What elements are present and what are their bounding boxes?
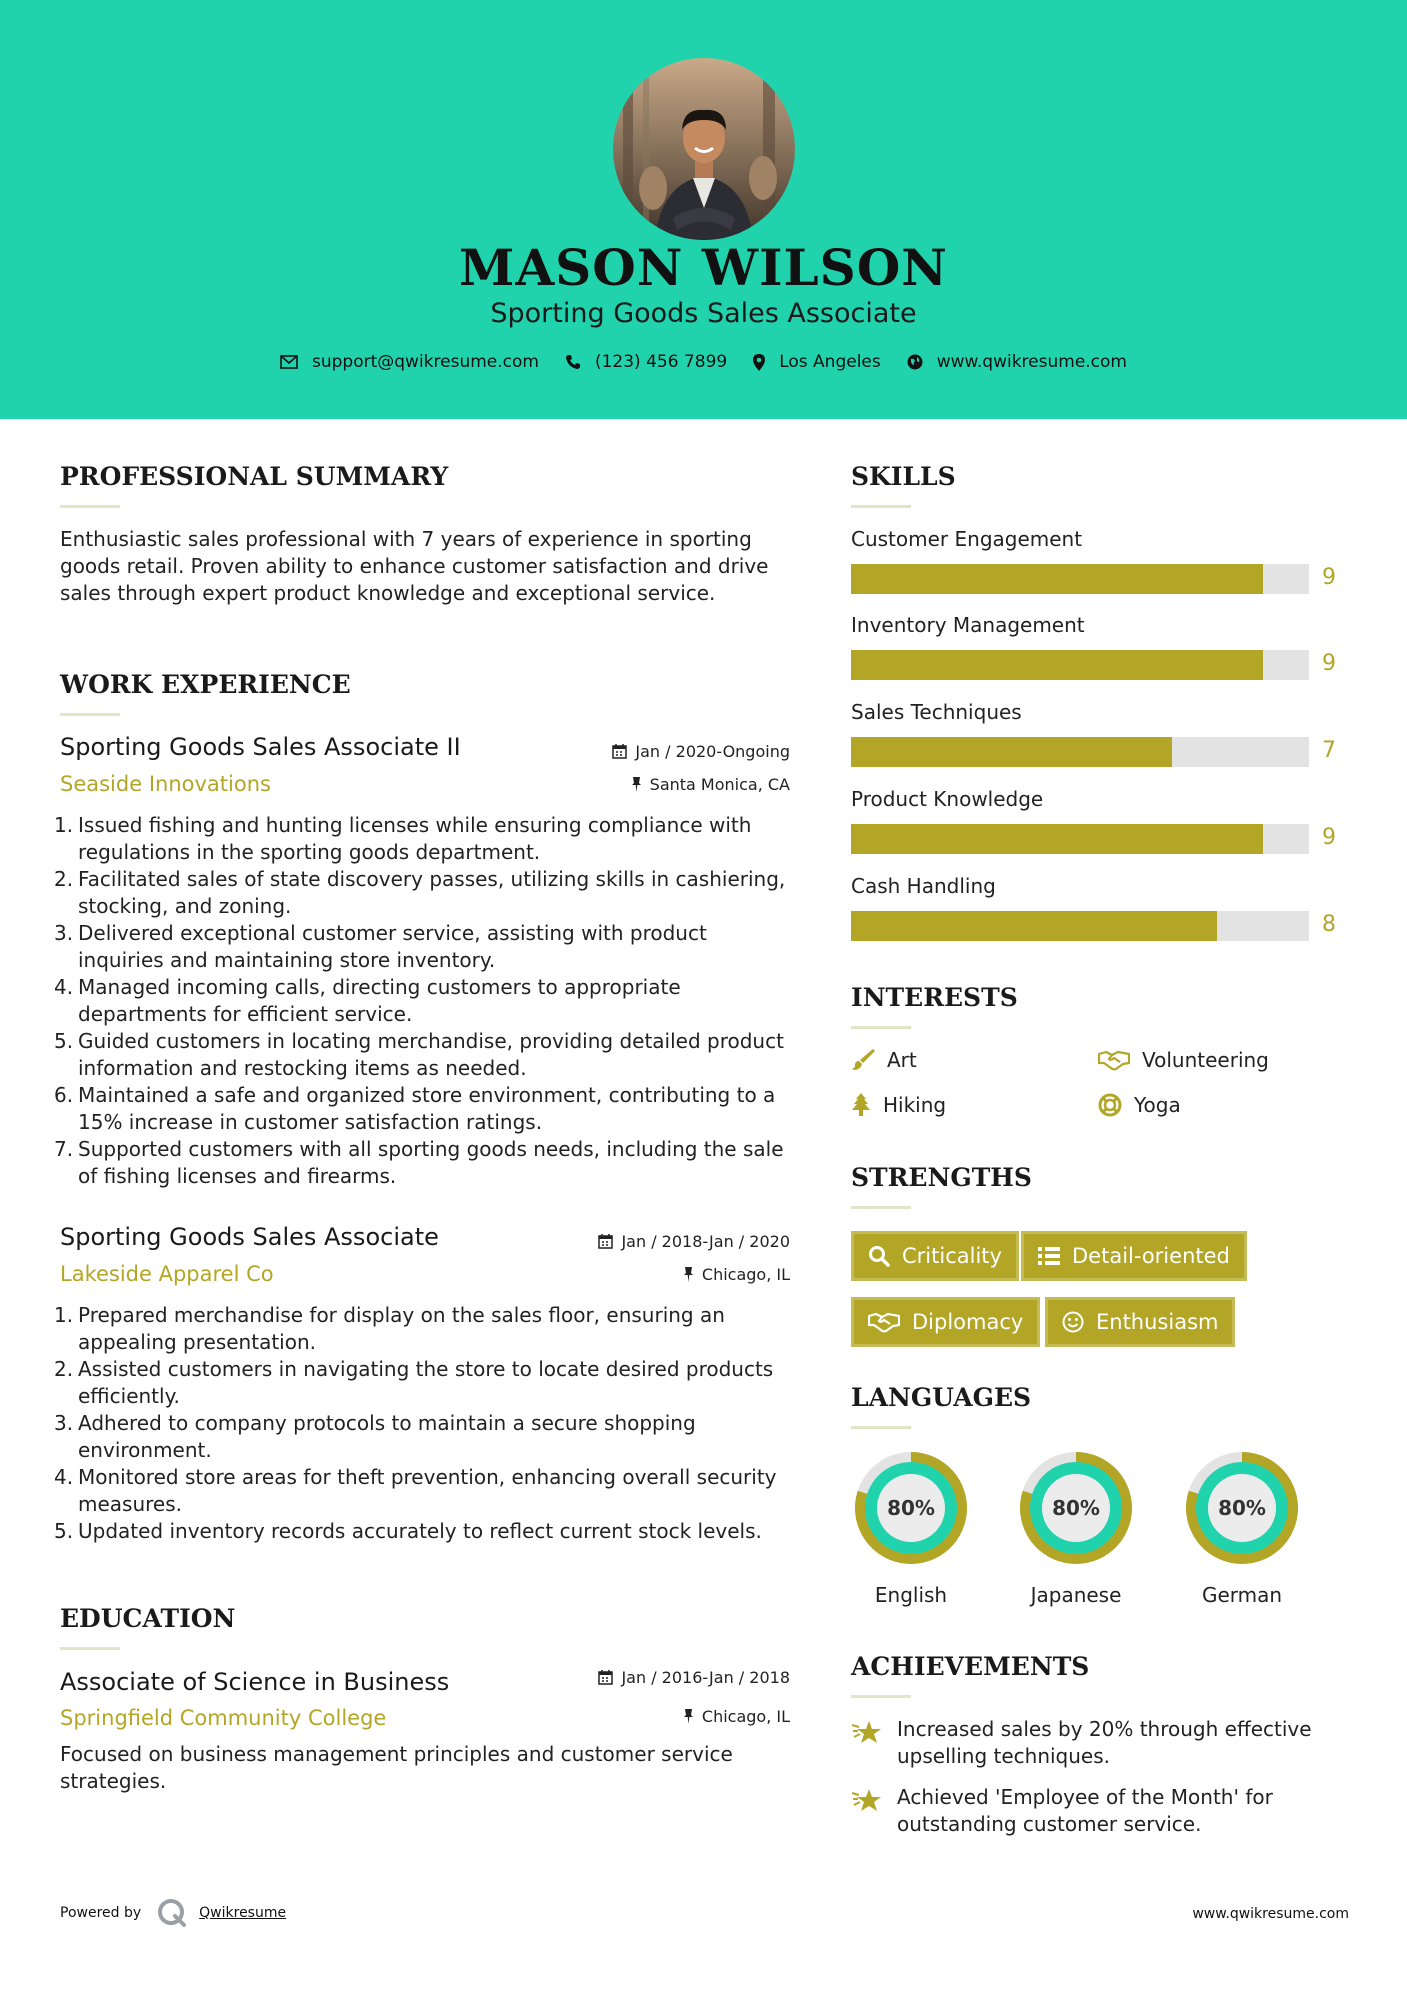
powered-by-text: Powered by — [60, 1905, 142, 1921]
job-location — [631, 775, 790, 794]
skill-bar-track — [851, 564, 1309, 594]
skill-label: Cash Handling — [851, 874, 996, 898]
skill-bar-fill — [851, 824, 1263, 854]
language-name: English — [874, 1583, 948, 1607]
skill-bar-track — [851, 650, 1309, 680]
summary-underline — [60, 505, 120, 508]
contact-website-text: www.qwikresume.com — [936, 352, 1127, 372]
handshake-icon — [1098, 1049, 1130, 1071]
pin-icon — [683, 1709, 694, 1724]
skill-bar-fill — [851, 737, 1172, 767]
education-heading: EDUCATION — [60, 1604, 236, 1633]
language-gauge — [1015, 1447, 1137, 1569]
contact-phone[interactable] — [565, 352, 727, 372]
smile-icon — [1062, 1311, 1084, 1333]
pin-icon — [631, 777, 642, 792]
job-bullets — [48, 812, 798, 1190]
company-name: Lakeside Apparel Co — [60, 1262, 274, 1286]
degree-title: Associate of Science in Business — [60, 1668, 450, 1696]
skill-bar-track — [851, 911, 1309, 941]
gauge-label: 80% — [887, 1496, 935, 1520]
language-gauge — [850, 1447, 972, 1569]
skill-label: Sales Techniques — [851, 700, 1022, 724]
candidate-name: MASON WILSON — [459, 238, 948, 297]
strength-label: Criticality — [902, 1244, 1002, 1268]
education-underline — [60, 1647, 120, 1650]
interest-item — [851, 1048, 917, 1072]
footer-website[interactable]: www.qwikresume.com — [1192, 1906, 1349, 1922]
bullet-text: Supported customers with all sporting goods needs, including the sale of fishing licenses and firearms. — [78, 1137, 784, 1188]
strengths-underline — [851, 1206, 911, 1209]
candidate-title: Sporting Goods Sales Associate — [490, 298, 917, 329]
language-item — [1181, 1447, 1303, 1607]
skill-bar-track — [851, 824, 1309, 854]
strength-tag — [851, 1297, 1040, 1347]
skill-level: 9 — [1322, 565, 1336, 590]
achievement-item — [851, 1784, 1351, 1838]
job-title: Sporting Goods Sales Associate — [60, 1223, 439, 1251]
skill-bar-track — [851, 737, 1309, 767]
experience-underline — [60, 713, 120, 716]
language-item — [1015, 1447, 1137, 1607]
skill-label: Inventory Management — [851, 613, 1085, 637]
job-bullets — [48, 1302, 798, 1545]
interest-label: Yoga — [1134, 1093, 1181, 1117]
language-gauge — [1181, 1447, 1303, 1569]
bullet-text: Monitored store areas for theft prevention, enhancing overall security measures. — [78, 1465, 777, 1516]
bullet-item: 1. Issued fishing and hunting licenses while ensuring compliance with regulations in the sporting goods department. — [54, 813, 752, 864]
interest-label: Hiking — [883, 1093, 947, 1117]
job-location-text: Chicago, IL — [701, 1265, 790, 1284]
bullet-text: Issued fishing and hunting licenses while ensuring compliance with regulations in the sporting goods department. — [78, 813, 752, 864]
bullet-item: 2. Assisted customers in navigating the store to locate desired products efficiently. — [54, 1357, 774, 1408]
job-dates — [598, 1232, 790, 1251]
education-dates-text: Jan / 2016-Jan / 2018 — [621, 1668, 790, 1687]
bullet-text: Maintained a safe and organized store environment, contributing to a 15% increase in customer satisfaction ratings. — [78, 1083, 776, 1134]
skill-label: Customer Engagement — [851, 527, 1083, 551]
achievements-heading: ACHIEVEMENTS — [851, 1652, 1090, 1681]
contact-phone-text: (123) 456 7899 — [594, 352, 728, 372]
skill-level: 9 — [1322, 651, 1336, 676]
skill-level: 7 — [1322, 738, 1336, 763]
qwikresume-logo-icon — [157, 1898, 187, 1928]
bullet-item: 4. Monitored store areas for theft prevention, enhancing overall security measures. — [54, 1465, 777, 1516]
experience-heading: WORK EXPERIENCE — [60, 670, 351, 699]
languages-underline — [851, 1426, 911, 1429]
footer-powered-by — [60, 1898, 286, 1928]
bullet-text: Prepared merchandise for display on the sales floor, ensuring an appealing presentation. — [78, 1303, 725, 1354]
bullet-text: Facilitated sales of state discovery passes, utilizing skills in cashiering, stocking, and zoning. — [78, 867, 786, 918]
lifering-icon — [1098, 1093, 1122, 1117]
education-location — [683, 1707, 790, 1726]
bullet-text: Delivered exceptional customer service, assisting with product inquiries and maintaining store inventory. — [78, 921, 707, 972]
education-description: Focused on business management principles and customer service strategies. — [60, 1742, 733, 1793]
education-location-text: Chicago, IL — [701, 1707, 790, 1726]
education-dates — [598, 1668, 790, 1687]
pin-icon — [683, 1267, 694, 1282]
strength-label: Enthusiasm — [1096, 1310, 1219, 1334]
phone-icon — [565, 354, 581, 370]
skill-bar-fill — [851, 911, 1217, 941]
calendar-icon — [598, 1234, 613, 1249]
resume-header — [0, 0, 1407, 419]
bullet-text: Assisted customers in navigating the store to locate desired products efficiently. — [78, 1357, 774, 1408]
star-trophy-icon — [851, 1719, 883, 1747]
summary-heading: PROFESSIONAL SUMMARY — [60, 462, 449, 491]
map-pin-icon — [753, 354, 765, 371]
interest-item — [1098, 1048, 1269, 1072]
bullet-item: 2. Facilitated sales of state discovery passes, utilizing skills in cashiering, stocking, and zoning. — [54, 867, 786, 918]
strength-tag — [851, 1231, 1019, 1281]
skill-level: 8 — [1322, 912, 1336, 937]
profile-photo — [613, 58, 795, 240]
bullet-item: 3. Adhered to company protocols to maintain a secure shopping environment. — [54, 1411, 696, 1462]
skills-underline — [851, 505, 911, 508]
list-icon — [1038, 1247, 1060, 1265]
skill-bar-fill — [851, 650, 1263, 680]
summary-text: Enthusiastic sales professional with 7 years of experience in sporting goods retail. Proven ability to enhance customer satisfaction and drive sales through expert product knowledge and exceptional service. — [60, 527, 769, 605]
bullet-text: Adhered to company protocols to maintain a secure shopping environment. — [78, 1411, 696, 1462]
bullet-item: 6. Maintained a safe and organized store environment, contributing to a 15% increase in customer satisfaction ratings. — [54, 1083, 776, 1134]
bullet-item: 4. Managed incoming calls, directing customers to appropriate departments for efficient service. — [54, 975, 681, 1026]
contact-email[interactable] — [280, 352, 539, 372]
job-title: Sporting Goods Sales Associate II — [60, 733, 461, 761]
achievements-underline — [851, 1695, 911, 1698]
envelope-icon — [280, 355, 298, 369]
globe-icon — [907, 354, 923, 370]
bullet-text: Updated inventory records accurately to reflect current stock levels. — [78, 1519, 762, 1543]
strengths-heading: STRENGTHS — [851, 1163, 1032, 1192]
achievement-item — [851, 1716, 1351, 1770]
bullet-item: 5. Updated inventory records accurately to reflect current stock levels. — [54, 1519, 762, 1543]
handshake-icon — [868, 1311, 900, 1333]
skill-level: 9 — [1322, 825, 1336, 850]
paintbrush-icon — [851, 1048, 875, 1072]
job-location-text: Santa Monica, CA — [649, 775, 790, 794]
strength-label: Diplomacy — [912, 1310, 1024, 1334]
search-icon — [868, 1245, 890, 1267]
contact-location-text: Los Angeles — [779, 352, 881, 372]
job-dates-text: Jan / 2018-Jan / 2020 — [621, 1232, 790, 1251]
company-name: Seaside Innovations — [60, 772, 271, 796]
job-dates-text: Jan / 2020-Ongoing — [635, 742, 790, 761]
school-name: Springfield Community College — [60, 1706, 387, 1730]
strength-tag — [1045, 1297, 1235, 1347]
job-dates — [612, 742, 790, 761]
bullet-text: Managed incoming calls, directing customers to appropriate departments for efficient service. — [78, 975, 681, 1026]
interests-heading: INTERESTS — [851, 983, 1018, 1012]
contact-website[interactable] — [907, 352, 1127, 372]
job-location — [683, 1265, 790, 1284]
bullet-item: 1. Prepared merchandise for display on the sales floor, ensuring an appealing presentation. — [54, 1303, 725, 1354]
gauge-label: 80% — [1052, 1496, 1100, 1520]
language-name: Japanese — [1030, 1583, 1122, 1607]
bullet-text: Guided customers in locating merchandise, providing detailed product information and restocking items as needed. — [78, 1029, 784, 1080]
interest-label: Volunteering — [1142, 1048, 1269, 1072]
bullet-item: 3. Delivered exceptional customer service, assisting with product inquiries and maintaining store inventory. — [54, 921, 707, 972]
achievement-text: Achieved 'Employee of the Month' for outstanding customer service. — [897, 1785, 1273, 1836]
languages-heading: LANGUAGES — [851, 1383, 1032, 1412]
skills-heading: SKILLS — [851, 462, 956, 491]
contact-email-text: support@qwikresume.com — [312, 352, 539, 372]
gauge-label: 80% — [1218, 1496, 1266, 1520]
skill-bar-fill — [851, 564, 1263, 594]
interest-label: Art — [887, 1048, 917, 1072]
achievement-text: Increased sales by 20% through effective upselling techniques. — [897, 1717, 1312, 1768]
skill-label: Product Knowledge — [851, 787, 1044, 811]
contact-bar — [0, 352, 1407, 372]
calendar-icon — [612, 744, 627, 759]
contact-location — [753, 352, 881, 372]
interest-item — [1098, 1093, 1181, 1117]
language-item — [850, 1447, 972, 1607]
bullet-item: 7. Supported customers with all sporting goods needs, including the sale of fishing licenses and firearms. — [54, 1137, 784, 1188]
interest-item — [851, 1093, 946, 1117]
bullet-item: 5. Guided customers in locating merchandise, providing detailed product information and restocking items as needed. — [54, 1029, 784, 1080]
brand-link[interactable]: Qwikresume — [199, 1905, 287, 1921]
language-name: German — [1201, 1583, 1283, 1607]
interests-underline — [851, 1026, 911, 1029]
strength-tag — [1021, 1231, 1247, 1281]
calendar-icon — [598, 1670, 613, 1685]
tree-icon — [851, 1093, 871, 1117]
star-trophy-icon — [851, 1787, 883, 1815]
strength-label: Detail-oriented — [1072, 1244, 1230, 1268]
